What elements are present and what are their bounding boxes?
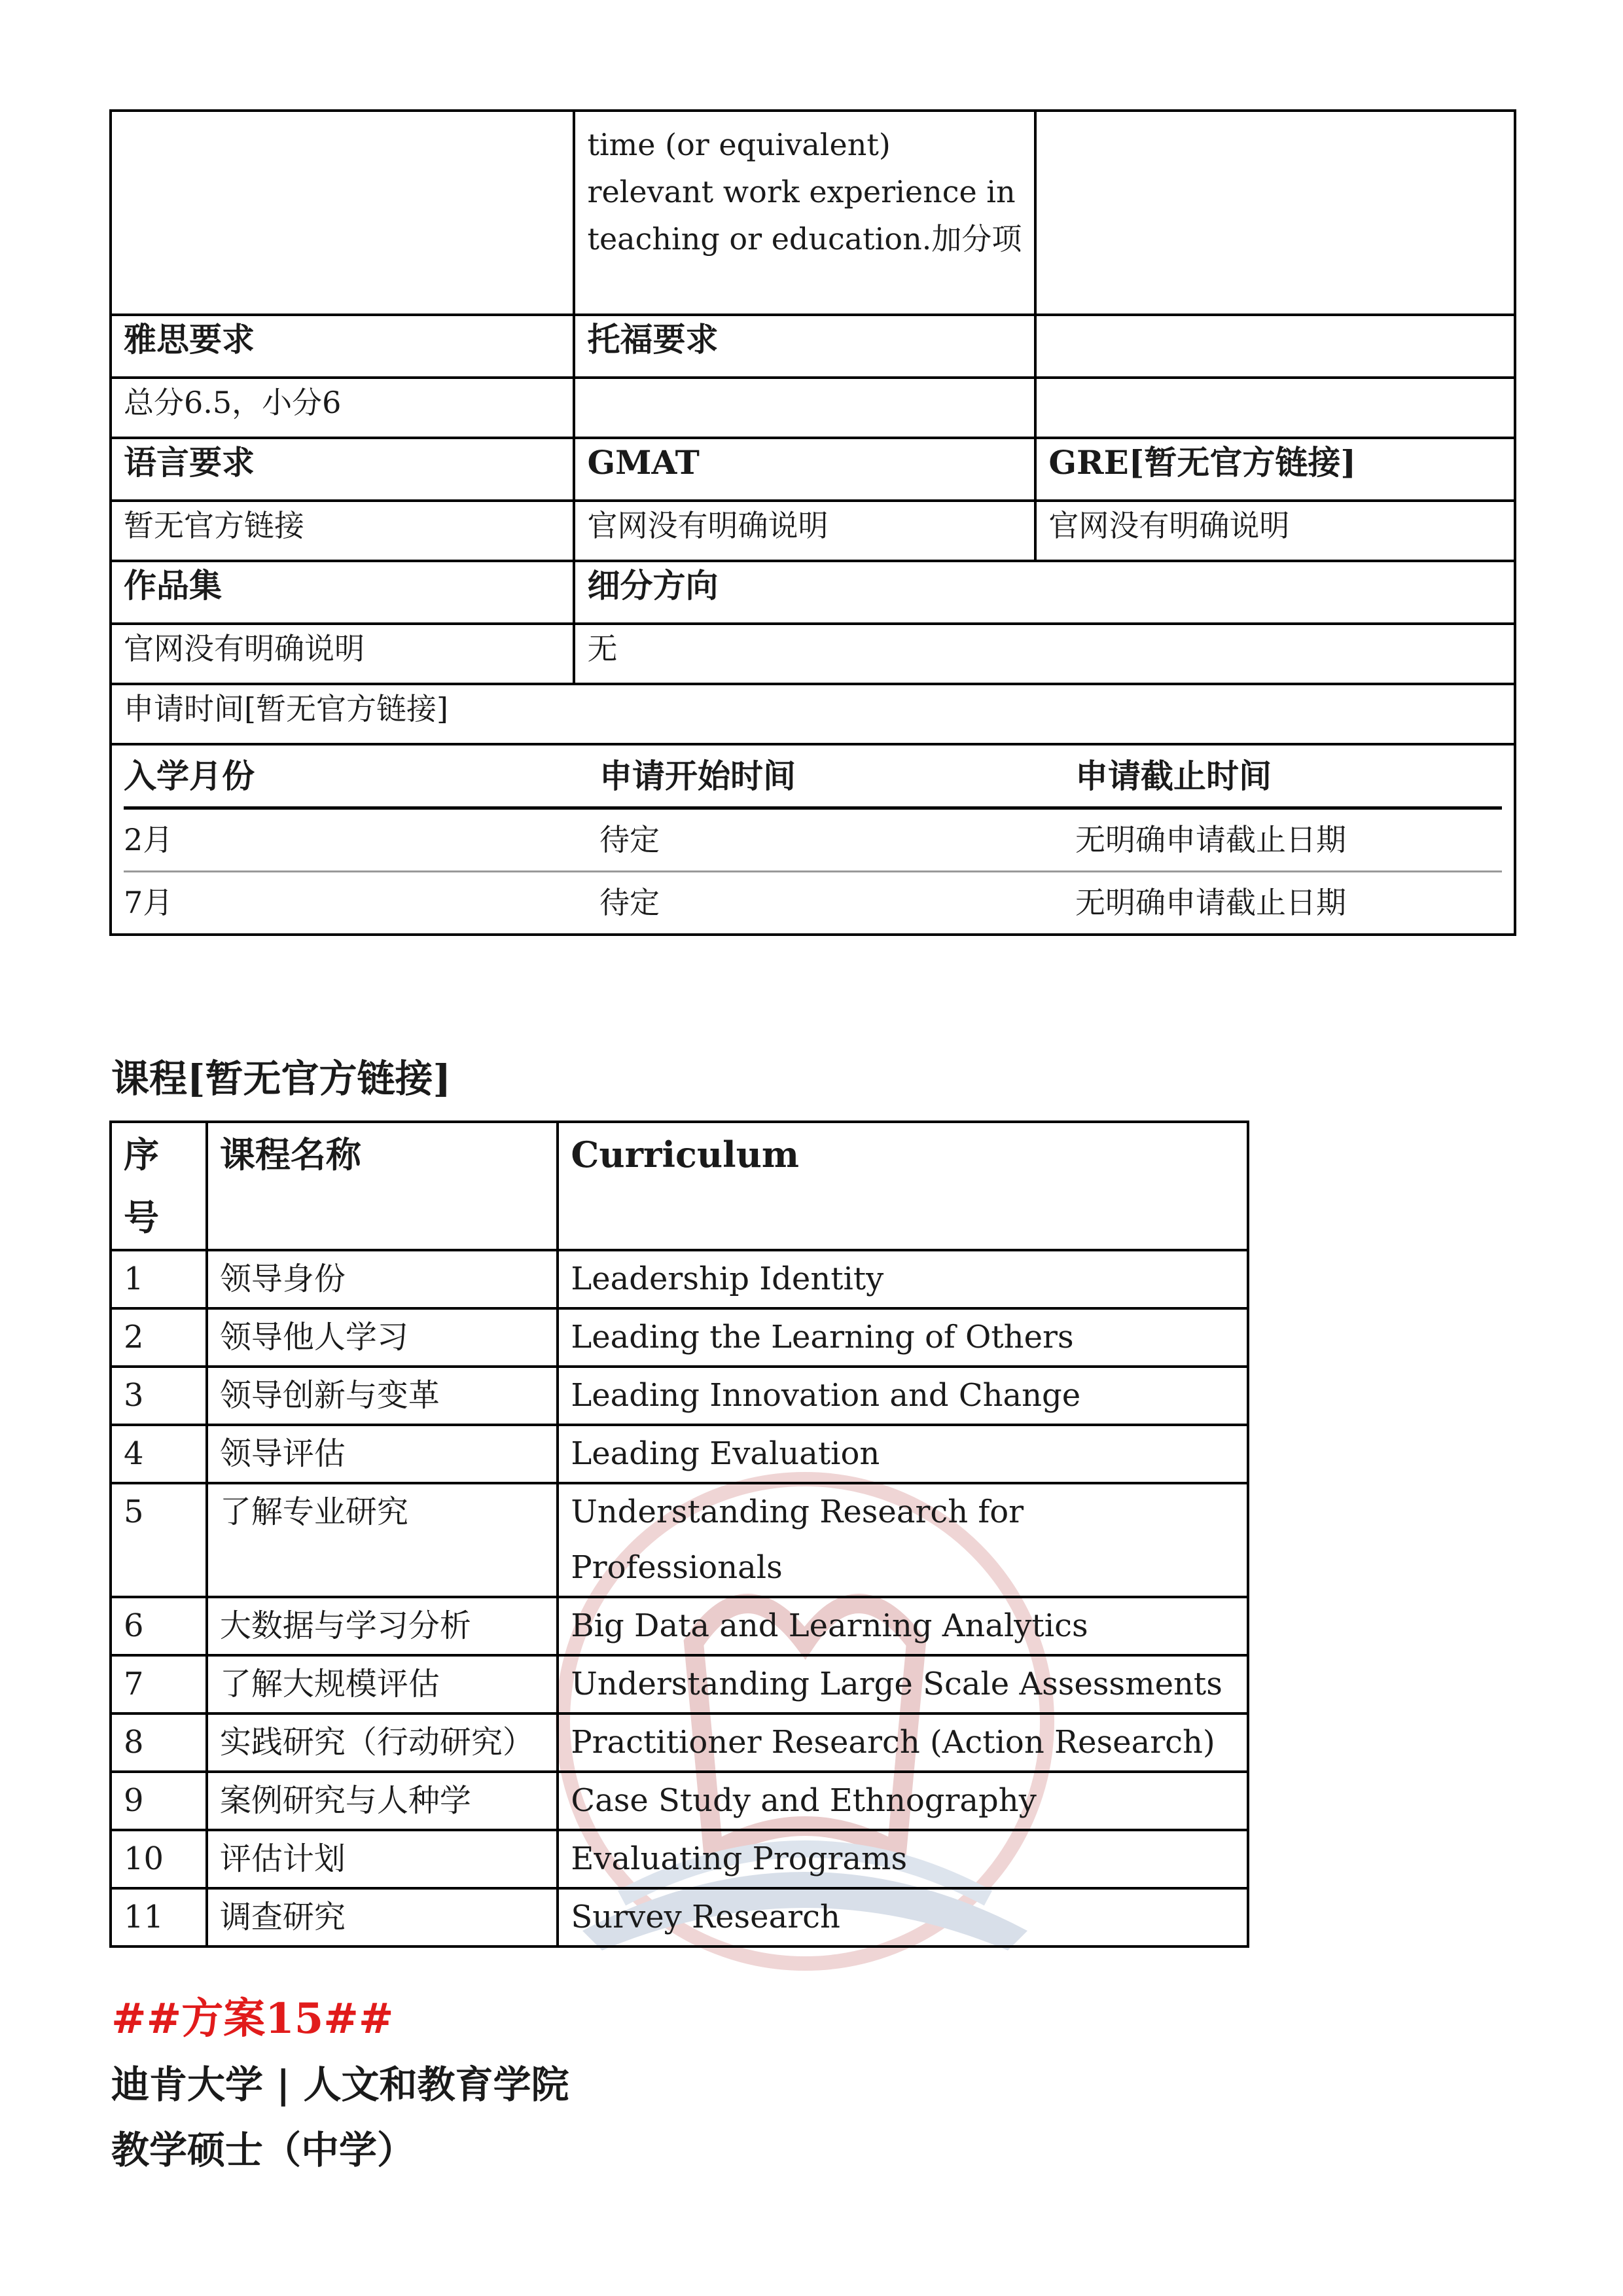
curriculum-name: Leading Innovation and Change xyxy=(558,1367,1248,1425)
course-name: 领导创新与变革 xyxy=(207,1367,558,1425)
gre-header: GRE[暂无官方链接] xyxy=(1035,438,1515,501)
schedule-row-item xyxy=(124,872,1502,934)
empty-cell xyxy=(1035,378,1515,438)
course-number: 2 xyxy=(111,1308,207,1367)
course-name: 了解专业研究 xyxy=(207,1483,558,1597)
direction-value: 无 xyxy=(574,624,1515,684)
language-header: 语言要求 xyxy=(111,438,574,501)
course-number: 8 xyxy=(111,1713,207,1772)
schedule-header: 申请开始时间 xyxy=(599,745,1075,808)
requirements-table xyxy=(109,109,1516,936)
curriculum-name: Leadership Identity xyxy=(558,1250,1248,1308)
table-row xyxy=(111,1888,1248,1946)
schedule-header-row xyxy=(124,745,1502,808)
ielts-header: 雅思要求 xyxy=(111,315,574,378)
portfolio-header-row xyxy=(111,561,1515,624)
work-experience-row xyxy=(111,111,1515,315)
test-header-row xyxy=(111,315,1515,378)
portfolio-value-row xyxy=(111,624,1515,684)
empty-cell xyxy=(111,111,574,315)
table-row xyxy=(111,1250,1248,1308)
curriculum-name: Understanding Research for Professionals xyxy=(558,1483,1248,1597)
course-name: 领导他人学习 xyxy=(207,1308,558,1367)
portfolio-header: 作品集 xyxy=(111,561,574,624)
language-value-row xyxy=(111,501,1515,561)
empty-cell xyxy=(1035,111,1515,315)
schedule-header: 入学月份 xyxy=(124,745,599,808)
course-number: 1 xyxy=(111,1250,207,1308)
start-time: 待定 xyxy=(599,885,660,920)
schedule-row xyxy=(111,744,1515,935)
gre-value: 官网没有明确说明 xyxy=(1035,501,1515,561)
table-row xyxy=(111,1655,1248,1713)
degree-name: 教学硕士（中学） xyxy=(111,2128,416,2172)
intake-month: 7月 xyxy=(124,885,173,920)
course-number: 11 xyxy=(111,1888,207,1946)
toefl-header: 托福要求 xyxy=(574,315,1035,378)
course-number: 6 xyxy=(111,1597,207,1655)
portfolio-value: 官网没有明确说明 xyxy=(111,624,574,684)
ielts-value: 总分6.5，小分6 xyxy=(111,378,574,438)
empty-cell xyxy=(1035,315,1515,378)
application-time-row xyxy=(111,684,1515,744)
gmat-value: 官网没有明确说明 xyxy=(574,501,1035,561)
curriculum-name: Understanding Large Scale Assessments xyxy=(558,1655,1248,1713)
curriculum-name: Evaluating Programs xyxy=(558,1830,1248,1888)
course-name: 大数据与学习分析 xyxy=(207,1597,558,1655)
course-number: 9 xyxy=(111,1772,207,1830)
test-value-row xyxy=(111,378,1515,438)
application-time-label: 申请时间[暂无官方链接] xyxy=(111,684,1515,744)
course-name: 了解大规模评估 xyxy=(207,1655,558,1713)
schedule-table xyxy=(124,745,1502,933)
university-faculty: 迪肯大学 | 人文和教育学院 xyxy=(111,2062,569,2107)
language-header-row xyxy=(111,438,1515,501)
course-number: 5 xyxy=(111,1483,207,1597)
work-experience-text: time (or equivalent) relevant work experience in teaching or education.加分项 xyxy=(574,111,1035,315)
course-name-header: 课程名称 xyxy=(207,1122,558,1250)
gmat-header: GMAT xyxy=(574,438,1035,501)
course-number: 3 xyxy=(111,1367,207,1425)
courses-title: 课程[暂无官方链接] xyxy=(111,1056,451,1101)
language-value: 暂无官方链接 xyxy=(111,501,574,561)
course-number-header: 序号 xyxy=(111,1122,207,1250)
table-row xyxy=(111,1830,1248,1888)
courses-header-row xyxy=(111,1122,1248,1250)
schedule-cell xyxy=(111,744,1515,935)
course-name: 评估计划 xyxy=(207,1830,558,1888)
start-time: 待定 xyxy=(599,808,1075,872)
deadline: 无明确申请截止日期 xyxy=(1075,808,1502,872)
courses-table xyxy=(109,1121,1249,1948)
course-name: 领导评估 xyxy=(207,1425,558,1483)
course-number: 7 xyxy=(111,1655,207,1713)
curriculum-name: Practitioner Research (Action Research) xyxy=(558,1713,1248,1772)
empty-cell xyxy=(574,378,1035,438)
plan-tag: ##方案15## xyxy=(111,1994,394,2043)
curriculum-name: Leading the Learning of Others xyxy=(558,1308,1248,1367)
curriculum-name: Survey Research xyxy=(558,1888,1248,1946)
table-row xyxy=(111,1597,1248,1655)
curriculum-name: Leading Evaluation xyxy=(558,1425,1248,1483)
schedule-row-item xyxy=(124,808,1502,872)
deadline: 无明确申请截止日期 xyxy=(1075,885,1346,920)
table-row xyxy=(111,1483,1248,1597)
course-number: 4 xyxy=(111,1425,207,1483)
schedule-header: 申请截止时间 xyxy=(1075,745,1502,808)
curriculum-name: Big Data and Learning Analytics xyxy=(558,1597,1248,1655)
course-name: 实践研究（行动研究） xyxy=(207,1713,558,1772)
course-name: 案例研究与人种学 xyxy=(207,1772,558,1830)
table-row xyxy=(111,1713,1248,1772)
direction-header: 细分方向 xyxy=(574,561,1515,624)
course-name: 领导身份 xyxy=(207,1250,558,1308)
curriculum-header: Curriculum xyxy=(558,1122,1248,1250)
course-name: 调查研究 xyxy=(207,1888,558,1946)
intake-month: 2月 xyxy=(124,808,599,872)
table-row xyxy=(111,1425,1248,1483)
table-row xyxy=(111,1308,1248,1367)
course-number: 10 xyxy=(111,1830,207,1888)
curriculum-name: Case Study and Ethnography xyxy=(558,1772,1248,1830)
table-row xyxy=(111,1367,1248,1425)
table-row xyxy=(111,1772,1248,1830)
